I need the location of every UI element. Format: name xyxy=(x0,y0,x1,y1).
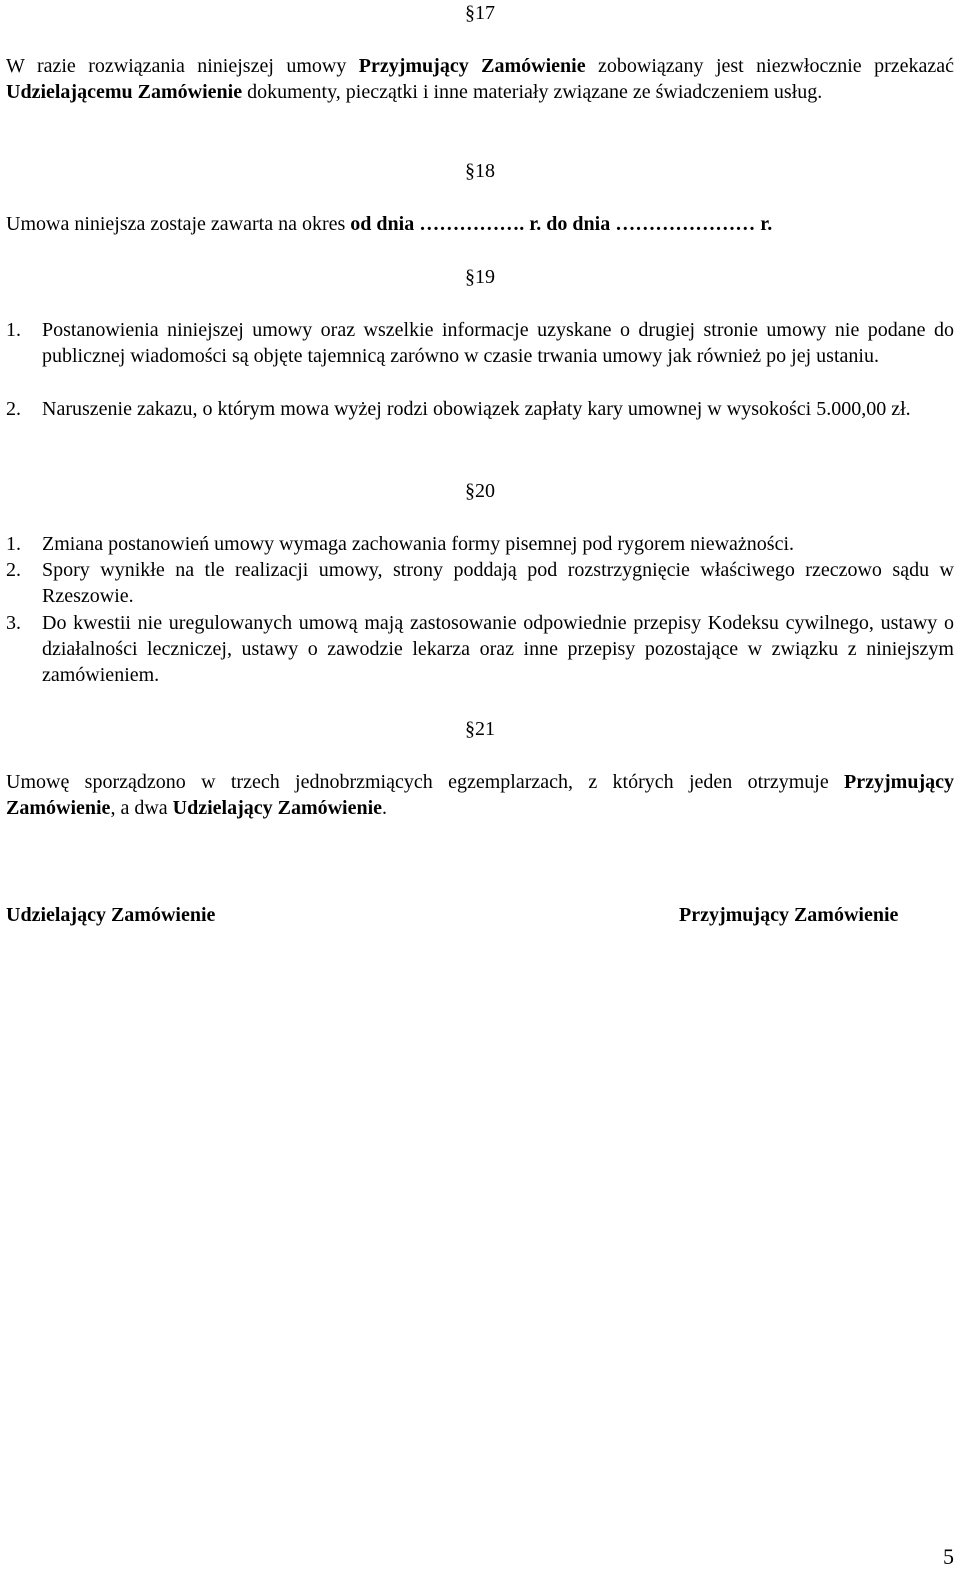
clause-text: Do kwestii nie uregulowanych umową mają zastosowanie odpowiednie przepisy Kodeksu cywilnego, ustawy o działalności leczniczej, ustawy o zawodzie lekarza oraz inne przepisy pozostające w związku z niniejszym zamówieniem. xyxy=(42,612,954,686)
clause-number: 3. xyxy=(6,612,21,634)
section-heading-20: §20 xyxy=(465,480,495,502)
clause-number: 1. xyxy=(6,533,21,555)
section-heading-18: §18 xyxy=(465,160,495,182)
paragraph-18-text: Umowa niniejsza zostaje zawarta na okres xyxy=(6,213,351,235)
paragraph-21-bold-2: Udzielający Zamówienie xyxy=(172,797,383,819)
clause-text: Zmiana postanowień umowy wymaga zachowania formy pisemnej pod rygorem nieważności. xyxy=(42,533,795,555)
paragraph-17-bold-1: Przyjmujący Zamówienie xyxy=(358,55,586,77)
paragraph-17 xyxy=(6,53,954,105)
section-heading-17: §17 xyxy=(465,2,495,24)
paragraph-21-bold-1: Przyjmujący Zamówienie xyxy=(6,771,954,819)
paragraph-17-bold-2: Udzielającemu Zamówienie xyxy=(6,81,243,103)
paragraph-17-text-2: zobowiązany jest niezwłocznie przekazać xyxy=(585,55,955,77)
clause-text: Naruszenie zakazu, o którym mowa wyżej rodzi obowiązek zapłaty kary umownej w wysokości 5.000,00 zł. xyxy=(42,398,911,420)
clause-20-3 xyxy=(6,610,954,688)
paragraph-21-text-1: Umowę sporządzono w trzech jednobrzmiących egzemplarzach, z których jeden otrzymuje xyxy=(6,771,845,793)
section-heading-19: §19 xyxy=(465,266,495,288)
signature-left: Udzielający Zamówienie xyxy=(6,904,216,926)
paragraph-18 xyxy=(6,211,772,237)
paragraph-21-text-2: , a dwa xyxy=(110,797,173,819)
clause-text: Postanowienia niniejszej umowy oraz wszelkie informacje uzyskane o drugiej stronie umowy nie podane do publicznej wiadomości są objęte tajemnicą zarówno w czasie trwania umowy jak również po jej ustaniu. xyxy=(42,319,954,367)
clause-20-1 xyxy=(6,531,954,557)
clause-text: Spory wynikłe na tle realizacji umowy, strony poddają pod rozstrzygnięcie właściwego rzeczowo sądu w Rzeszowie. xyxy=(42,559,954,607)
clause-number: 1. xyxy=(6,319,21,341)
clause-number: 2. xyxy=(6,398,21,420)
clause-19-1 xyxy=(6,317,954,369)
paragraph-17-text-1: W razie rozwiązania niniejszej umowy xyxy=(6,55,359,77)
clause-20-2 xyxy=(6,557,954,609)
clause-number: 2. xyxy=(6,559,21,581)
paragraph-21-text-3: . xyxy=(382,797,388,819)
paragraph-18-dates: od dnia ……………. r. do dnia ………………… r. xyxy=(350,213,773,235)
paragraph-21 xyxy=(6,769,954,821)
section-heading-21: §21 xyxy=(465,718,495,740)
page-number: 5 xyxy=(943,1544,954,1569)
paragraph-17-text-3: dokumenty, pieczątki i inne materiały związane ze świadczeniem usług. xyxy=(242,81,823,103)
signature-right: Przyjmujący Zamówienie xyxy=(679,904,899,926)
clause-19-2 xyxy=(6,396,954,422)
